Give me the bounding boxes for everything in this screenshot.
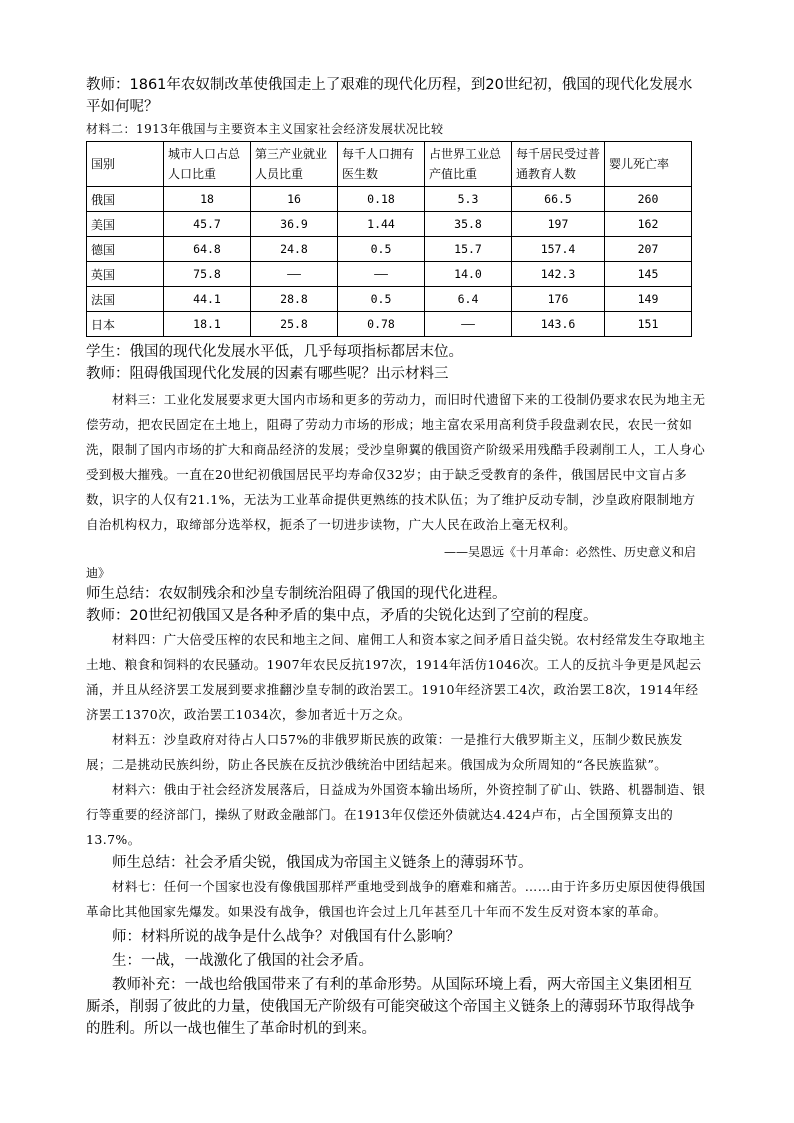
material-5: 材料五：沙皇政府对待占人口57%的非俄罗斯民族的政策：一是推行大俄罗斯主义，压制少数民族发展；二是挑动民族纠纷，防止各民族在反抗沙俄统治中团结起来。俄国成为众所周知的“各民族监狱”。: [86, 732, 683, 772]
header-country: 国别: [87, 142, 164, 187]
summary-2: 师生总结：社会矛盾尖锐，俄国成为帝国主义链条上的薄弱环节。: [112, 855, 533, 871]
header-infant-mortality: 婴儿死亡率: [605, 142, 692, 187]
value-cell: 149: [605, 287, 692, 312]
value-cell: 0.78: [338, 312, 425, 337]
value-cell: 24.8: [251, 237, 338, 262]
country-cell: 美国: [87, 212, 164, 237]
header-doctors: 每千人口拥有医生数: [338, 142, 425, 187]
header-tertiary: 第三产业就业人员比重: [251, 142, 338, 187]
teacher-question-2: 教师：阻碍俄国现代化发展的因素有哪些呢？出示材料三: [86, 366, 449, 382]
table-caption: 材料二：1913年俄国与主要资本主义国家社会经济发展状况比较: [86, 122, 444, 136]
value-cell: 75.8: [164, 262, 251, 287]
value-cell: ——: [251, 262, 338, 287]
material-6: 材料六：俄由于社会经济发展落后，日益成为外国资本输出场所，外资控制了矿山、铁路、机器制造、银行等重要的经济部门，操纵了财政金融部门。在1913年仅偿还外债就达4.424卢布，占全国预算支出的13.7%。: [86, 782, 706, 847]
table-row: [87, 187, 692, 212]
value-cell: 28.8: [251, 287, 338, 312]
value-cell: 260: [605, 187, 692, 212]
value-cell: 15.7: [425, 237, 512, 262]
material-4: 材料四：广大倍受压榨的农民和地主之间、雇佣工人和资本家之间矛盾日益尖锐。农村经常发生夺取地主土地、粮食和饲料的农民骚动。1907年农民反抗197次，1914年活仿1046次。工人的反抗斗争更是风起云涌，并且从经济罢工发展到要求推翻沙皇专制的政治罢工。1910年经济罢工4次，政治罢工8次，1914年经济罢工1370次，政治罢工1034次，参加者近十万之众。: [86, 632, 706, 722]
value-cell: 0.18: [338, 187, 425, 212]
value-cell: 45.7: [164, 212, 251, 237]
value-cell: 66.5: [512, 187, 605, 212]
comparison-table: [86, 141, 692, 337]
header-industry: 占世界工业总产值比重: [425, 142, 512, 187]
country-cell: 德国: [87, 237, 164, 262]
material-3: 材料三：工业化发展要求更大国内市场和更多的劳动力，而旧时代遗留下来的工役制仍要求农民为地主无偿劳动，把农民固定在土地上，阻碍了劳动力市场的形成；地主富农采用高利贷手段盘剥农民，农民一贫如洗，限制了国内市场的扩大和商品经济的发展；受沙皇卵翼的俄国资产阶级采用残酷手段剥削工人，工人身心受到极大摧残。一直在20世纪初俄国居民平均寿命仅32岁；由于缺乏受教育的条件，俄国居民中文盲占多数，识字的人仅有21.1%，无法为工业革命提供更熟练的技术队伍；为了维护反动专制，沙皇政府限制地方自治机构权力，取缔部分选举权，扼杀了一切进步读物，广大人民在政治上毫无权利。: [86, 392, 706, 532]
teacher-statement-3: 教师：20世纪初俄国又是各种矛盾的集中点，矛盾的尖锐化达到了空前的程度。: [86, 608, 598, 624]
value-cell: 25.8: [251, 312, 338, 337]
value-cell: 207: [605, 237, 692, 262]
country-cell: 英国: [87, 262, 164, 287]
table-row: [87, 212, 692, 237]
teacher-supplement: 教师补充：一战也给俄国带来了有利的革命形势。从国际环境上看，两大帝国主义集团相互厮杀，削弱了彼此的力量，使俄国无产阶级有可能突破这个帝国主义链条上的薄弱环节取得战争的胜利。所以一战也催生了革命时机的到来。: [86, 977, 695, 1037]
teacher-question-4: 师：材料所说的战争是什么战争？对俄国有什么影响？: [112, 929, 460, 945]
value-cell: 197: [512, 212, 605, 237]
source-citation-continued: 迪》: [86, 566, 111, 580]
value-cell: ——: [425, 312, 512, 337]
value-cell: 18: [164, 187, 251, 212]
country-cell: 俄国: [87, 187, 164, 212]
value-cell: 176: [512, 287, 605, 312]
source-citation: ——吴恩远《十月革命：必然性、历史意义和启: [443, 545, 696, 559]
value-cell: 44.1: [164, 287, 251, 312]
table-row: [87, 237, 692, 262]
value-cell: 143.6: [512, 312, 605, 337]
table-row: [87, 262, 692, 287]
value-cell: 142.3: [512, 262, 605, 287]
value-cell: 6.4: [425, 287, 512, 312]
student-answer-1: 学生：俄国的现代化发展水平低，几乎每项指标都居末位。: [86, 344, 463, 360]
value-cell: 64.8: [164, 237, 251, 262]
summary-1: 师生总结：农奴制残余和沙皇专制统治阻碍了俄国的现代化进程。: [86, 586, 507, 602]
table-row: [87, 312, 692, 337]
value-cell: 0.5: [338, 287, 425, 312]
header-urban: 城市人口占总人口比重: [164, 142, 251, 187]
value-cell: 36.9: [251, 212, 338, 237]
teacher-question-1: 教师：1861年农奴制改革使俄国走上了艰难的现代化历程，到20世纪初，俄国的现代化发展水平如何呢？: [86, 77, 693, 115]
value-cell: 157.4: [512, 237, 605, 262]
value-cell: 1.44: [338, 212, 425, 237]
country-cell: 日本: [87, 312, 164, 337]
table-header-row: [87, 142, 692, 187]
value-cell: 145: [605, 262, 692, 287]
value-cell: 0.5: [338, 237, 425, 262]
student-answer-2: 生：一战，一战激化了俄国的社会矛盾。: [112, 953, 373, 969]
table-row: [87, 287, 692, 312]
value-cell: 35.8: [425, 212, 512, 237]
value-cell: 18.1: [164, 312, 251, 337]
value-cell: 162: [605, 212, 692, 237]
country-cell: 法国: [87, 287, 164, 312]
value-cell: ——: [338, 262, 425, 287]
value-cell: 151: [605, 312, 692, 337]
value-cell: 16: [251, 187, 338, 212]
document-page: [86, 74, 706, 1040]
value-cell: 5.3: [425, 187, 512, 212]
header-education: 每千居民受过普通教育人数: [512, 142, 605, 187]
value-cell: 14.0: [425, 262, 512, 287]
material-7: 材料七：任何一个国家也没有像俄国那样严重地受到战争的磨难和痛苦。……由于许多历史原因使得俄国革命比其他国家先爆发。如果没有战争，俄国也许会过上几年甚至几十年而不发生反对资本家的革命。: [86, 879, 706, 919]
